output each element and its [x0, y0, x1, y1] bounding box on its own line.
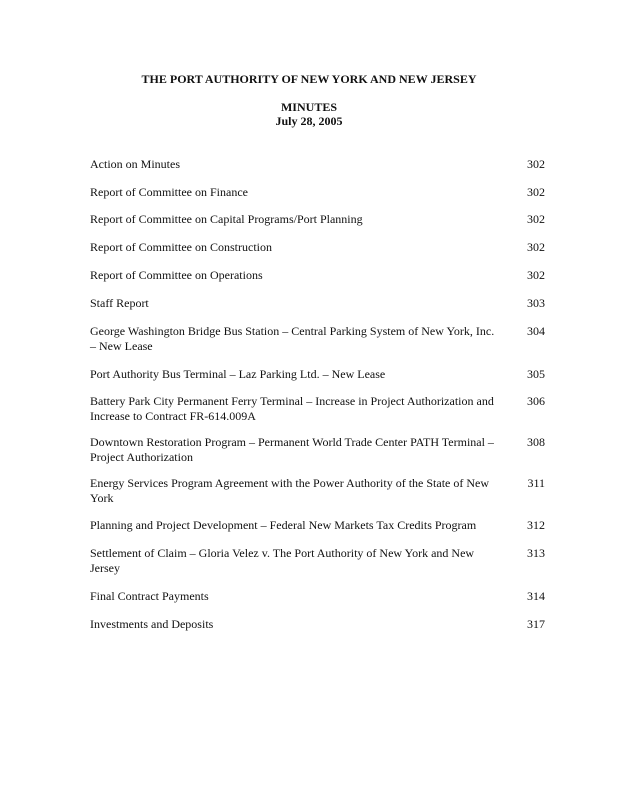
toc-entry	[90, 324, 545, 354]
toc-entry-title: Report of Committee on Finance	[90, 185, 248, 199]
toc-entry-title: George Washington Bridge Bus Station – Central Parking System of New York, Inc. – New Lease	[90, 324, 495, 353]
meeting-date: July 28, 2005	[275, 114, 343, 128]
toc-entry-page: 302	[527, 157, 545, 171]
toc-entry-page: 311	[527, 476, 545, 490]
toc-entry-title: Port Authority Bus Terminal – Laz Parking Ltd. – New Lease	[90, 367, 386, 381]
toc-entry-title: Action on Minutes	[90, 157, 180, 171]
toc-entry-page: 314	[527, 589, 545, 603]
toc-entry-title: Final Contract Payments	[90, 589, 209, 603]
toc-entry-title: Report of Committee on Construction	[90, 240, 272, 254]
toc-entry	[90, 157, 545, 172]
toc-entry	[90, 268, 545, 283]
document-title: MINUTES	[280, 100, 337, 114]
toc-entry	[90, 212, 545, 227]
toc-entry-title: Investments and Deposits	[90, 617, 214, 631]
toc-entry-page: 308	[527, 435, 545, 449]
toc-entry	[90, 589, 545, 604]
toc-entry-page: 303	[527, 296, 545, 310]
organization-heading: THE PORT AUTHORITY OF NEW YORK AND NEW JERSEY	[141, 72, 477, 86]
toc-entry-page: 302	[527, 240, 545, 254]
toc-entry-page: 317	[527, 617, 545, 631]
toc-entry-page: 306	[527, 394, 545, 408]
toc-entry-page: 304	[527, 324, 545, 338]
toc-entry-title: Report of Committee on Capital Programs/Port Planning	[90, 212, 363, 226]
toc-entry	[90, 394, 545, 424]
toc-entry-page: 302	[527, 212, 545, 226]
toc-entry-page: 302	[527, 268, 545, 282]
toc-entry-title: Battery Park City Permanent Ferry Terminal – Increase in Project Authorization and Increase to Contract FR-614.009A	[90, 394, 494, 423]
toc-entry-title: Downtown Restoration Program – Permanent World Trade Center PATH Terminal – Project Authorization	[90, 435, 494, 464]
toc-entry-page: 305	[527, 367, 545, 381]
toc-entry-title: Staff Report	[90, 296, 149, 310]
toc-entry-title: Energy Services Program Agreement with the Power Authority of the State of New York	[90, 476, 490, 505]
toc-entry	[90, 546, 545, 576]
toc-entry	[90, 476, 545, 506]
toc-entry-title: Report of Committee on Operations	[90, 268, 263, 282]
toc-entry	[90, 518, 545, 533]
toc-entry-page: 313	[527, 546, 545, 560]
toc-entry-title: Settlement of Claim – Gloria Velez v. The Port Authority of New York and New Jersey	[90, 546, 475, 575]
toc-entry-page: 312	[527, 518, 545, 532]
toc-entry	[90, 367, 545, 382]
toc-entry-title: Planning and Project Development – Federal New Markets Tax Credits Program	[90, 518, 477, 532]
toc-entry	[90, 185, 545, 200]
toc-entry	[90, 240, 545, 255]
toc-entry	[90, 435, 545, 465]
toc-entry	[90, 296, 545, 311]
toc-entry	[90, 617, 545, 632]
toc-entry-page: 302	[527, 185, 545, 199]
